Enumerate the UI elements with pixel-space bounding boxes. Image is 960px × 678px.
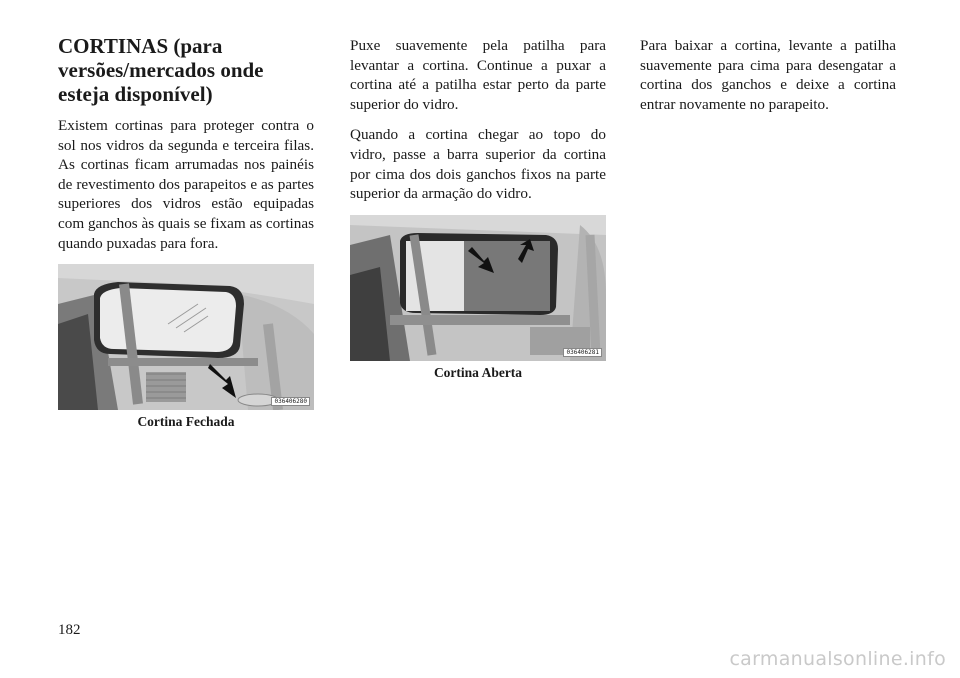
figure-code: 036406280 [271, 397, 310, 406]
photo-curtain-open [350, 215, 606, 361]
photo-curtain-closed [58, 264, 314, 410]
column-left [58, 34, 314, 430]
paragraph-intro: Existem cortinas para proteger contra o sol nos vidros da segunda e terceira filas. As cortinas ficam arrumadas nos painéis de revestimento dos parapeitos e as partes superiores dos vidros estão equipadas com ganchos às quais se fixam as cortinas quando puxadas para fora. [58, 117, 315, 252]
figure-caption: Cortina Fechada [137, 414, 235, 430]
section-title: CORTINAS (para versões/mercados onde esteja disponível) [58, 34, 264, 106]
paragraph-raise: Puxe suavemente pela patilha para levantar a cortina. Continue a puxar a cortina até a patilha estar perto da parte superior do vidro. [350, 37, 606, 113]
figure-closed [58, 264, 314, 410]
figure-caption: Cortina Aberta [433, 364, 523, 380]
paragraph-hooks: Quando a cortina chegar ao topo do vidro, passe a barra superior da cortina por cima dos dois ganchos fixos na parte superior da armação do vidro. [350, 126, 606, 203]
figure-open [350, 215, 606, 361]
figure-code: 036406281 [563, 348, 602, 357]
column-right [640, 36, 896, 125]
column-middle [350, 36, 606, 381]
paragraph-lower: Para baixar a cortina, levante a patilha suavemente para cima para desengatar a cortina dos ganchos e deixe a cortina entrar novamente no parapeito. [640, 37, 896, 113]
page-number: 182 [58, 622, 81, 638]
watermark-text: carmanualsonline.info [729, 648, 946, 670]
